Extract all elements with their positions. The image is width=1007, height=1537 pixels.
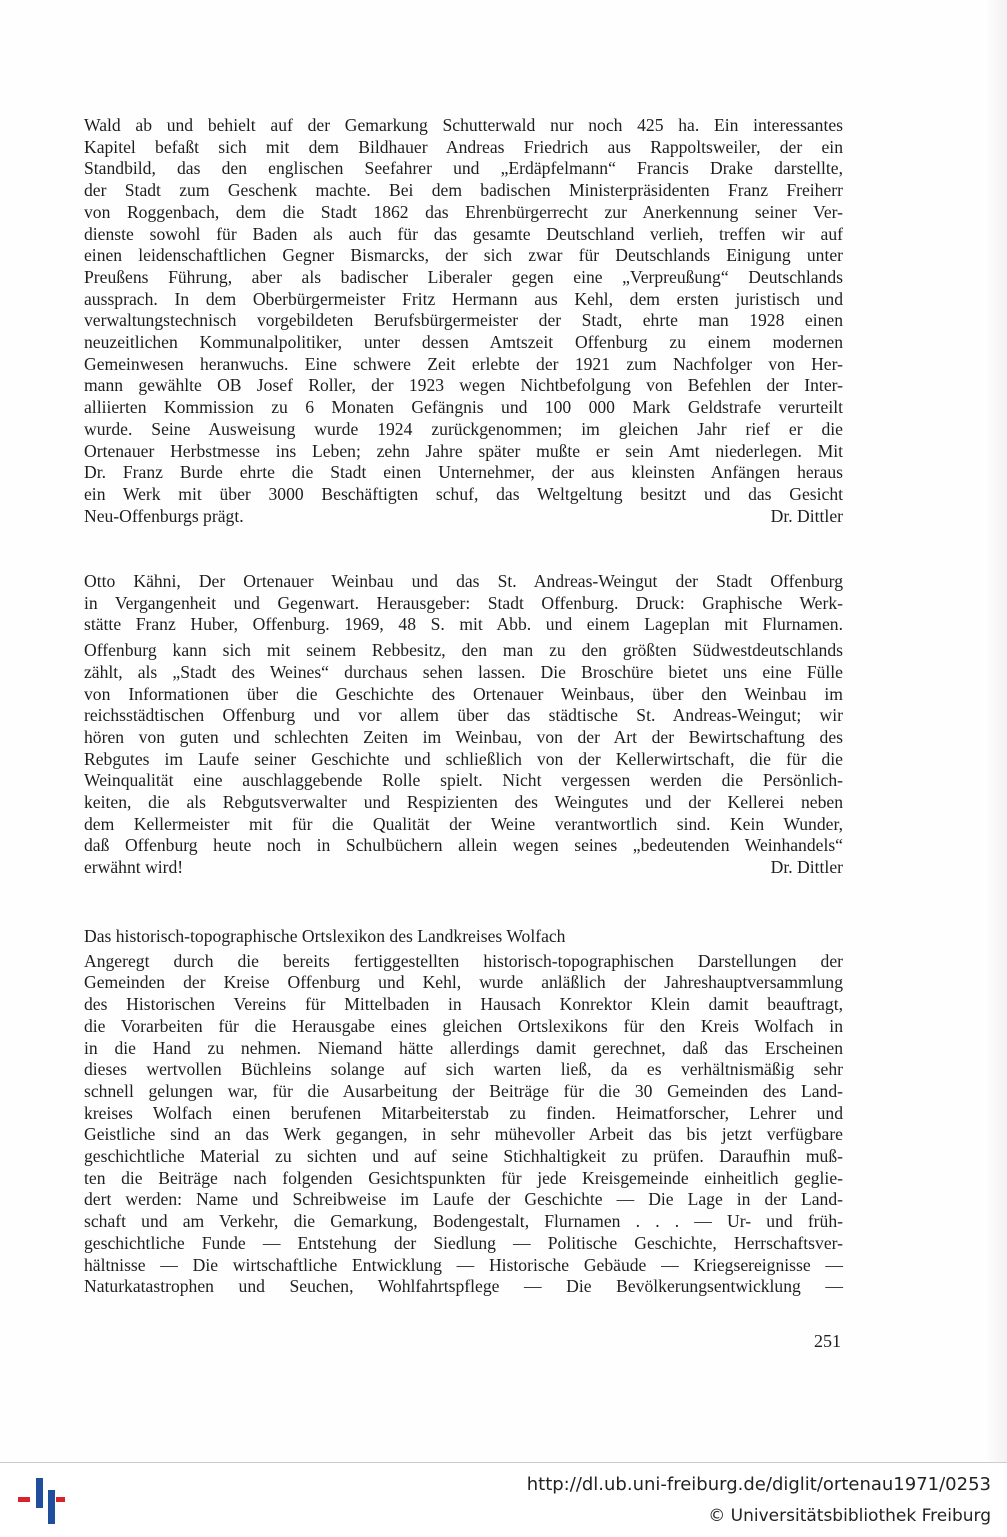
text-line: verwaltungstechnisch vorgebildeten Berufsbürgermeister der Stadt, ehrte man 1928 einen — [84, 310, 843, 331]
text-line: der Stadt zum Geschenk machte. Bei dem badischen Ministerpräsidenten Franz Freiherr — [84, 180, 843, 201]
logo-bar-1 — [36, 1478, 43, 1508]
text-line: ein Werk mit über 3000 Beschäftigten schuf, das Weltgeltung besitzt und das Gesicht — [84, 483, 843, 504]
logo-dash-1 — [18, 1497, 30, 1502]
text-line: dem Kellermeister mit für die Qualität der Weine verantwortlich sind. Kein Wunder, — [84, 813, 843, 834]
text-line: Standbild, das den englischen Seefahrer und „Erdäpfelmann“ Francis Drake darstellte, — [84, 158, 843, 179]
text-line: die Vorarbeiten für die Herausgabe eines gleichen Ortslexikons für den Kreis Wolfach in — [84, 1015, 843, 1036]
text-line: daß Offenburg heute noch in Schulbüchern allein wegen seines „bedeutenden Weinhandels“ — [84, 835, 843, 856]
review-2-body — [84, 640, 843, 857]
review-weinbau — [84, 571, 843, 879]
text-line: dert werden: Name und Schreibweise im Laufe der Geschichte — Die Lage in der Land- — [84, 1189, 843, 1210]
text-line: Ortenauer Herbstmesse ins Leben; zehn Jahre später mußte er sein Amt niederlegen. Mit — [84, 440, 843, 461]
text-line: Kapitel befaßt sich mit dem Bildhauer Andreas Friedrich aus Rappoltsweiler, der ein — [84, 136, 843, 157]
review-2-last-line: erwähnt wird! — [84, 857, 184, 878]
text-line: ten die Beiträge nach folgenden Gesichtspunkten für jede Kreisgemeinde einheitlich geglie- — [84, 1167, 843, 1188]
review-1-closing-line — [84, 506, 843, 528]
text-line: stätte Franz Huber, Offenburg. 1969, 48 S. mit Abb. und einem Lageplan mit Flurnamen. — [84, 614, 843, 635]
text-line: wurde. Seine Ausweisung wurde 1924 zurückgenommen; im gleichen Jahr rief er die — [84, 418, 843, 439]
text-line: Weinqualität eine auschlaggebende Rolle spielt. Nicht vergessen werden die Persönlich- — [84, 770, 843, 791]
text-line: von Roggenbach, dem die Stadt 1862 das Ehrenbürgerrecht zur Anerkennung seiner Ver- — [84, 201, 843, 222]
text-line: zählt, als „Stadt des Weines“ durchaus sehen lassen. Die Broschüre bietet uns eine Fülle — [84, 661, 843, 682]
text-line: in die Hand zu nehmen. Niemand hätte allerdings damit gerechnet, daß das Erscheinen — [84, 1037, 843, 1058]
text-line: geschichtliche Material zu sichten und auf seine Stichhaltigkeit zu prüfen. Daraufhin muß- — [84, 1146, 843, 1167]
text-line: Otto Kähni, Der Ortenauer Weinbau und das St. Andreas-Weingut der Stadt Offenburg — [84, 571, 843, 591]
text-line: Geistliche sind an das Werk gegangen, in sehr mühevoller Arbeit das bis jetzt verfügbare — [84, 1124, 843, 1145]
text-line: Gemeinwesen heranwuchs. Eine schwere Zeit erlebte der 1921 zum Nachfolger von Her- — [84, 353, 843, 374]
review-2-citation — [84, 571, 843, 636]
text-line: geschichtliche Funde — Entstehung der Siedlung — Politische Geschichte, Herrschaftsver- — [84, 1232, 843, 1253]
text-line: neuzeitlichen Kommunalpolitiker, unter dessen Amtszeit Offenburg zu einem modernen — [84, 332, 843, 353]
text-line: Preußens Führung, aber als badischer Liberaler gegen eine „Verpreußung“ Deutschlands — [84, 266, 843, 287]
ub-freiburg-logo-icon — [16, 1476, 66, 1526]
text-line: Rebgutes im Laufe seiner Geschichte und schließlich von der Kellerwirtschaft, die für die — [84, 748, 843, 769]
text-line: Gemeinden der Kreise Offenburg und Kehl, wurde anläßlich der Jahreshauptversammlung — [84, 972, 843, 993]
review-2-closing-line — [84, 857, 843, 879]
review-2-signature: Dr. Dittler — [770, 857, 843, 878]
logo-dash-2 — [56, 1497, 65, 1502]
text-line: Dr. Franz Burde ehrte die Stadt einen Unternehmer, der aus kleinsten Anfängen heraus — [84, 462, 843, 483]
review-1-signature: Dr. Dittler — [770, 505, 843, 526]
text-line: aussprach. In dem Oberbürgermeister Fritz Hermann aus Kehl, dem ersten juristisch und — [84, 288, 843, 309]
text-line: von Informationen über die Geschichte des Ortenauer Weinbaus, über den Weinbau im — [84, 683, 843, 704]
text-line: keiten, die als Rebgutsverwalter und Respizienten des Weingutes und der Kellerei neben — [84, 792, 843, 813]
text-line: hältnisse — Die wirtschaftliche Entwicklung — Historische Gebäude — Kriegsereignisse — — [84, 1254, 843, 1275]
library-footer — [0, 1462, 1007, 1537]
permalink-url[interactable]: http://dl.ub.uni-freiburg.de/diglit/ortenau1971/0253 — [526, 1474, 991, 1495]
review-3-heading: Das historisch-topographische Ortslexikon des Landkreises Wolfach — [84, 926, 566, 946]
text-line: einen leidenschaftlichen Gegner Bismarcks, der sich zwar für Deutschlands Einigung unter — [84, 245, 843, 266]
text-line: dienste sowohl für Baden als auch für das gesamte Deutschland verlieh, treffen wir auf — [84, 223, 843, 244]
text-line: alliierten Kommission zu 6 Monaten Gefängnis und 100 000 Mark Geldstrafe verurteilt — [84, 397, 843, 418]
logo-bar-2 — [48, 1490, 55, 1524]
text-line: mann gewählte OB Josef Roller, der 1923 wegen Nichtbefolgung von Befehlen der Inter- — [84, 375, 843, 396]
text-line: hören von guten und schlechten Zeiten im Weinbau, von der Art der Bewirtschaftung des — [84, 726, 843, 747]
text-line: Angeregt durch die bereits fertiggestellten historisch-topographischen Darstellungen der — [84, 950, 843, 971]
text-line: Offenburg kann sich mit seinem Rebbesitz, den man zu den größten Südwestdeutschlands — [84, 640, 843, 661]
text-line: schnell gelungen war, für die Ausarbeitung der Beiträge für die 30 Gemeinden des Land- — [84, 1080, 843, 1101]
review-ortslexikon — [84, 926, 843, 1298]
text-line: in Vergangenheit und Gegenwart. Herausgeber: Stadt Offenburg. Druck: Graphische Werk- — [84, 592, 843, 613]
review-3-body — [84, 951, 843, 1298]
page-number: 251 — [814, 1331, 841, 1351]
text-line: kreises Wolfach einen berufenen Mitarbeiterstab zu finden. Heimatforscher, Lehrer und — [84, 1102, 843, 1123]
copyright-notice: © Universitätsbibliothek Freiburg — [708, 1506, 991, 1526]
text-line: dieses wertvollen Büchleins solange auf sich warten ließ, da es verhältnismäßig sehr — [84, 1059, 843, 1080]
text-line: schaft und am Verkehr, die Gemarkung, Bodengestalt, Flurnamen . . . — Ur- und früh- — [84, 1211, 843, 1232]
text-line: des Historischen Vereins für Mittelbaden in Hausach Konrektor Klein damit beauftragt, — [84, 994, 843, 1015]
text-line: Wald ab und behielt auf der Gemarkung Schutterwald nur noch 425 ha. Ein interessantes — [84, 115, 843, 135]
text-line: Naturkatastrophen und Seuchen, Wohlfahrtspflege — Die Bevölkerungsentwicklung — — [84, 1276, 843, 1297]
review-1-last-line: Neu-Offenburgs prägt. — [84, 505, 244, 526]
text-line: reichsstädtischen Offenburg und vor allem über das städtische St. Andreas-Weingut; wir — [84, 705, 843, 726]
review-dittler-1 — [84, 115, 843, 527]
review-1-body — [84, 115, 843, 506]
